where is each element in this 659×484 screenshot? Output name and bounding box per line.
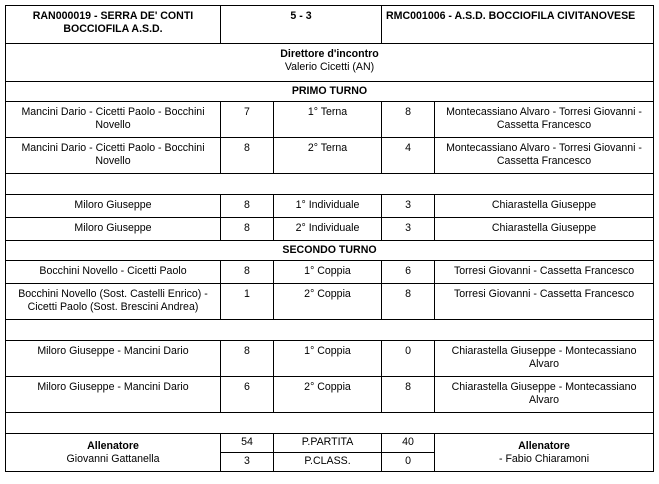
event-name: 1° Coppia xyxy=(274,341,382,377)
home-coach-label: Allenatore xyxy=(87,439,139,452)
partita-label: P.PARTITA xyxy=(274,434,382,453)
away-score: 3 xyxy=(382,218,435,241)
home-players: Miloro Giuseppe xyxy=(6,218,221,241)
match-row xyxy=(6,195,654,218)
class-away-points: 0 xyxy=(382,453,435,472)
spacer-row xyxy=(6,413,654,434)
away-score: 8 xyxy=(382,377,435,413)
class-home-points: 3 xyxy=(221,453,274,472)
section-title-secondo-turno: SECONDO TURNO xyxy=(6,241,654,261)
event-name: 1° Coppia xyxy=(274,261,382,284)
away-players: Chiarastella Giuseppe xyxy=(435,195,654,218)
director-name: Valerio Cicetti (AN) xyxy=(284,61,375,73)
away-players: Torresi Giovanni - Cassetta Francesco xyxy=(435,261,654,284)
spacer-cell xyxy=(6,174,654,195)
home-players: Mancini Dario - Cicetti Paolo - Bocchini Novello xyxy=(6,138,221,174)
spacer-cell xyxy=(6,413,654,434)
spacer-cell xyxy=(6,320,654,341)
match-row xyxy=(6,261,654,284)
footer-row-partita xyxy=(6,434,654,453)
away-coach-cell xyxy=(435,434,654,472)
match-row xyxy=(6,218,654,241)
partita-away-points: 40 xyxy=(382,434,435,453)
away-coach-label: Allenatore xyxy=(518,439,570,452)
away-players: Montecassiano Alvaro - Torresi Giovanni - Cassetta Francesco xyxy=(435,138,654,174)
home-score: 8 xyxy=(221,195,274,218)
away-players: Chiarastella Giuseppe - Montecassiano Alvaro xyxy=(435,377,654,413)
away-coach-name: - Fabio Chiaramoni xyxy=(498,452,590,465)
home-players: Bocchini Novello - Cicetti Paolo xyxy=(6,261,221,284)
match-row xyxy=(6,284,654,320)
class-label: P.CLASS. xyxy=(274,453,382,472)
match-report-table xyxy=(5,5,654,472)
event-name: 2° Coppia xyxy=(274,377,382,413)
match-score: 5 - 3 xyxy=(221,6,382,44)
home-coach-name: Giovanni Gattanella xyxy=(66,452,160,465)
event-name: 2° Coppia xyxy=(274,284,382,320)
section-row-secondo-turno xyxy=(6,241,654,261)
director-label: Direttore d'incontro xyxy=(280,48,379,60)
away-score: 0 xyxy=(382,341,435,377)
home-score: 1 xyxy=(221,284,274,320)
away-score: 3 xyxy=(382,195,435,218)
away-score: 6 xyxy=(382,261,435,284)
match-row xyxy=(6,341,654,377)
home-score: 8 xyxy=(221,218,274,241)
home-players: Miloro Giuseppe - Mancini Dario xyxy=(6,341,221,377)
away-team-name: RMC001006 - A.S.D. BOCCIOFILA CIVITANOVESE xyxy=(382,6,654,44)
partita-home-points: 54 xyxy=(221,434,274,453)
home-score: 7 xyxy=(221,102,274,138)
home-players: Bocchini Novello (Sost. Castelli Enrico) - Cicetti Paolo (Sost. Brescini Andrea) xyxy=(6,284,221,320)
header-row xyxy=(6,6,654,44)
section-row-primo-turno xyxy=(6,82,654,102)
event-name: 2° Individuale xyxy=(274,218,382,241)
event-name: 1° Individuale xyxy=(274,195,382,218)
section-title-primo-turno: PRIMO TURNO xyxy=(6,82,654,102)
match-row xyxy=(6,377,654,413)
home-players: Miloro Giuseppe xyxy=(6,195,221,218)
away-score: 4 xyxy=(382,138,435,174)
away-score: 8 xyxy=(382,102,435,138)
home-score: 8 xyxy=(221,341,274,377)
home-score: 8 xyxy=(221,261,274,284)
home-score: 6 xyxy=(221,377,274,413)
match-row xyxy=(6,138,654,174)
home-team-name: RAN000019 - SERRA DE' CONTI BOCCIOFILA A.S.D. xyxy=(6,6,221,44)
spacer-row xyxy=(6,174,654,195)
event-name: 1° Terna xyxy=(274,102,382,138)
away-players: Chiarastella Giuseppe xyxy=(435,218,654,241)
home-players: Mancini Dario - Cicetti Paolo - Bocchini Novello xyxy=(6,102,221,138)
home-coach-cell xyxy=(6,434,221,472)
away-players: Torresi Giovanni - Cassetta Francesco xyxy=(435,284,654,320)
away-players: Chiarastella Giuseppe - Montecassiano Alvaro xyxy=(435,341,654,377)
spacer-row xyxy=(6,320,654,341)
match-row xyxy=(6,102,654,138)
home-players: Miloro Giuseppe - Mancini Dario xyxy=(6,377,221,413)
away-players: Montecassiano Alvaro - Torresi Giovanni - Cassetta Francesco xyxy=(435,102,654,138)
home-score: 8 xyxy=(221,138,274,174)
director-row xyxy=(6,44,654,82)
director-cell xyxy=(6,44,654,82)
event-name: 2° Terna xyxy=(274,138,382,174)
away-score: 8 xyxy=(382,284,435,320)
